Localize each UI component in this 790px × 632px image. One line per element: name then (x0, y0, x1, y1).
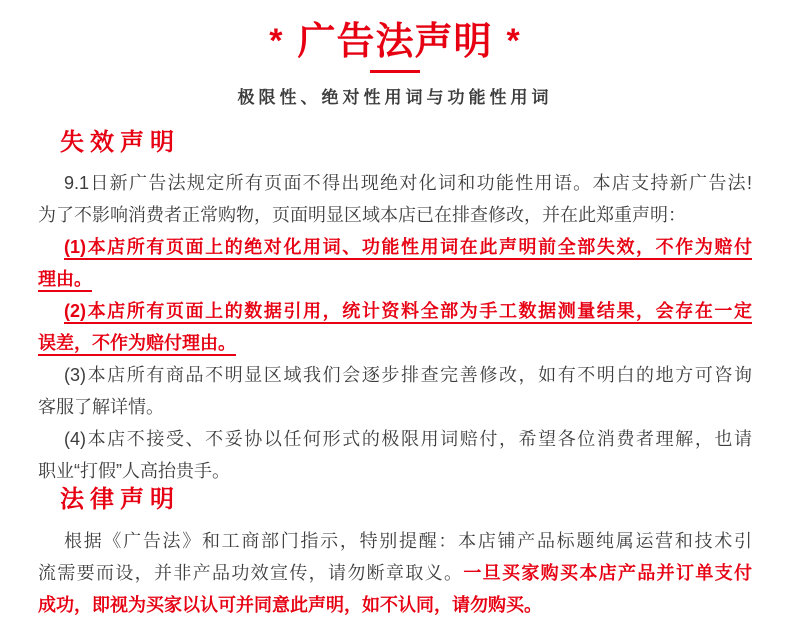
text-line: 成功，即视为买家以认可并同意此声明，如不认同，请勿购买。 (38, 595, 542, 615)
declaration-item-2 (38, 295, 752, 359)
title-underline (370, 70, 420, 73)
legal-paragraph (38, 525, 752, 621)
text-line: 职业“打假”人高抬贵手。 (38, 461, 230, 481)
section-heading-invalidation: 失效声明 (60, 129, 180, 156)
text-line: 为了不影响消费者正常购物，页面明显区域本店已在排查修改，并在此郑重声明： (38, 205, 686, 225)
text-line: 误差，不作为赔付理由。 (38, 333, 236, 353)
intro-paragraph (38, 167, 752, 231)
page-content (0, 130, 790, 621)
text-line: 客服了解详情。 (38, 397, 164, 417)
text-line: (4)本店不接受、不妥协以任何形式的极限用词赔付，希望各位消费者理解，也请 (64, 429, 752, 449)
legal-black-segment: 流需要而设，并非产品功效宣传，请勿断章取义。 (38, 563, 464, 583)
declaration-item-1 (38, 231, 752, 295)
title-asterisk-right-icon: * (506, 22, 521, 60)
title-asterisk-left-icon: * (269, 22, 284, 60)
legal-red-segment: 一旦买家购买本店产品并订单支付 (463, 563, 753, 583)
text-line: (3)本店所有商品不明显区域我们会逐步排查完善修改，如有不明白的地方可咨询 (64, 365, 752, 385)
declaration-item-4 (38, 423, 752, 487)
page-title (0, 21, 790, 62)
text-line: 根据《广告法》和工商部门指示，特别提醒：本店铺产品标题纯属运营和技术引 (64, 531, 752, 551)
section-heading-legal: 法律声明 (60, 486, 180, 513)
text-line: (1)本店所有页面上的绝对化用词、功能性用词在此声明前全部失效，不作为赔付 (64, 237, 752, 257)
declaration-item-3 (38, 359, 752, 423)
text-line: 9.1日新广告法规定所有页面不得出现绝对化词和功能性用语。本店支持新广告法! (64, 173, 752, 193)
text-line: 理由。 (38, 269, 92, 289)
page-title-text: 广告法声明 (297, 21, 493, 63)
page-header (0, 0, 790, 108)
page-subtitle: 极限性、绝对性用词与功能性用词 (237, 88, 553, 107)
text-line: (2)本店所有页面上的数据引用，统计资料全部为手工数据测量结果，会存在一定 (64, 301, 752, 321)
text-line (38, 557, 752, 589)
